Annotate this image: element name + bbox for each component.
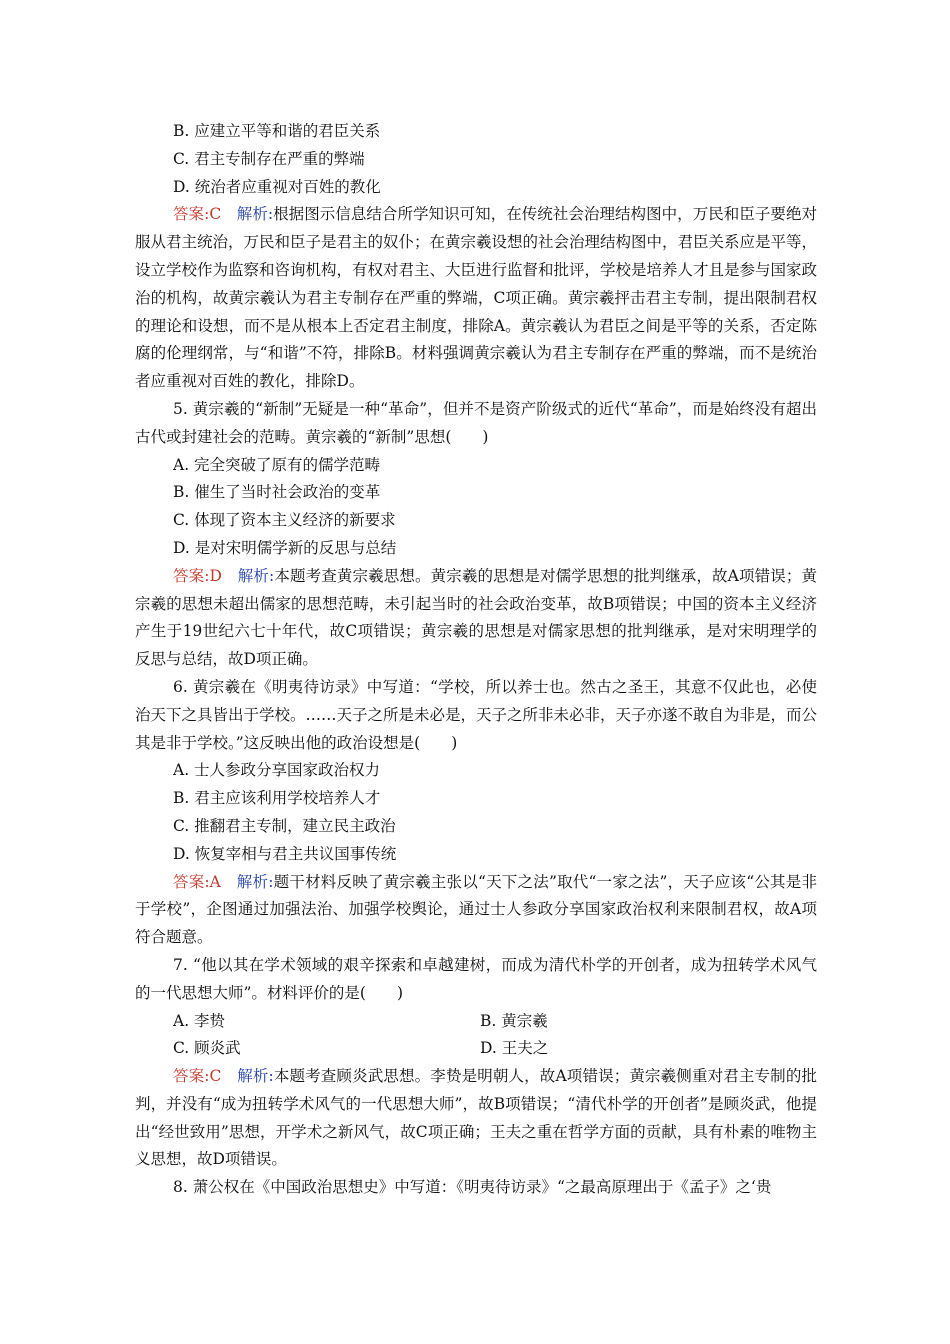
q7-options-row-1 (135, 1008, 817, 1036)
q6-stem: 6. 黄宗羲在《明夷待访录》中写道：“学校，所以养士也。然古之圣王，其意不仅此也，必使治天下之具皆出于学校。……天子之所是未必是，天子之所非未必非，天子亦遂不敢自为非是，而公其是非于学校。”这反映出他的政治设想是( ) (135, 677, 818, 752)
answer-value: C (209, 205, 222, 224)
analysis-label: 解析: (237, 566, 275, 585)
answer-label: 答案: (173, 205, 210, 224)
answer-value: D (209, 566, 222, 585)
q5-answer-block (135, 563, 817, 674)
q5-option-c: C. 体现了资本主义经济的新要求 (173, 511, 396, 530)
analysis-label: 解析: (237, 1067, 274, 1086)
q7-option-a: A. 李贽 (173, 1011, 226, 1030)
q7-option-d: D. 王夫之 (480, 1039, 549, 1058)
q4-option-c: C. 君主专制存在严重的弊端 (173, 149, 365, 168)
document-body (135, 118, 817, 1202)
q5-option-d: D. 是对宋明儒学新的反思与总结 (173, 538, 397, 557)
analysis-label: 解析: (236, 205, 274, 224)
q4-answer-block (135, 201, 817, 396)
q6-answer-block (135, 869, 817, 952)
q7-options-row-2 (135, 1035, 817, 1063)
q5-option-a: A. 完全突破了原有的儒学范畴 (173, 455, 381, 474)
q5-stem: 5. 黄宗羲的“新制”无疑是一种“革命”，但并不是资产阶级式的近代“革命”，而是始终没有超出古代或封建社会的范畴。黄宗羲的“新制”思想( ) (135, 399, 817, 446)
q7-option-c: C. 顾炎武 (173, 1039, 241, 1058)
answer-label: 答案: (173, 872, 210, 891)
analysis-text: 题干材料反映了黄宗羲主张以“天下之法”取代“一家之法”，天子应该“公其是非于学校”，企图通过加强法治、加强学校舆论，通过士人参政分享国家政治权利来限制君权，故A项符合题意。 (135, 872, 817, 947)
analysis-text: 本题考查黄宗羲思想。黄宗羲的思想是对儒学思想的批判继承，故A项错误；黄宗羲的思想未超出儒家的思想范畴，未引起当时的社会政治变革，故B项错误；中国的资本主义经济产生于19世纪六七十年代，故C项错误；黄宗羲的思想是对儒家思想的批判继承，是对宋明理学的反思与总结，故D项正确。 (135, 566, 817, 669)
q8-stem: 8. 萧公权在《中国政治思想史》中写道：《明夷待访录》“之最高原理出于《孟子》之‘贵 (173, 1178, 772, 1197)
analysis-label: 解析: (236, 872, 274, 891)
q7-answer-block (135, 1063, 817, 1174)
q5-option-b: B. 催生了当时社会政治的变革 (173, 483, 381, 502)
answer-value: A (209, 872, 221, 891)
q6-option-a: A. 士人参政分享国家政治权力 (173, 761, 381, 780)
q6-option-c: C. 推翻君主专制，建立民主政治 (173, 816, 396, 835)
analysis-text: 本题考查顾炎武思想。李贽是明朝人，故A项错误；黄宗羲侧重对君主专制的批判，并没有“成为扭转学术风气的一代思想大师”，故B项错误；“清代朴学的开创者”是顾炎武，他提出“经世致用”思想，开学术之新风气，故C项正确；王夫之重在哲学方面的贡献，具有朴素的唯物主义思想，故D项错误。 (135, 1067, 817, 1169)
answer-label: 答案: (173, 1067, 210, 1086)
q7-option-b: B. 黄宗羲 (480, 1011, 548, 1030)
q6-option-b: B. 君主应该利用学校培养人才 (173, 789, 381, 808)
q6-option-d: D. 恢复宰相与君主共议国事传统 (173, 844, 397, 863)
analysis-text: 根据图示信息结合所学知识可知，在传统社会治理结构图中，万民和臣子要绝对服从君主统治，万民和臣子是君主的奴仆；在黄宗羲设想的社会治理结构图中，君臣关系应是平等，设立学校作为监察和咨询机构，有权对君主、大臣进行监督和批评，学校是培养人才且是参与国家政治的机构，故黄宗羲认为君主专制存在严重的弊端，C项正确。黄宗羲抨击君主专制，提出限制君权的理论和设想，而不是从根本上否定君主制度，排除A。黄宗羲认为君臣之间是平等的关系，否定陈腐的伦理纲常，与“和谐”不符，排除B。材料强调黄宗羲认为君主专制存在严重的弊端，而不是统治者应重视对百姓的教化，排除D。 (135, 205, 818, 391)
q7-stem: 7. “他以其在学术领域的艰辛探索和卓越建树，而成为清代朴学的开创者，成为扭转学术风气的一代思想大师”。材料评价的是( ) (135, 955, 817, 1002)
q4-option-d: D. 统治者应重视对百姓的教化 (173, 177, 381, 196)
q4-option-b: B. 应建立平等和谐的君臣关系 (173, 122, 381, 140)
answer-label: 答案: (173, 566, 210, 585)
answer-value: C (209, 1067, 222, 1086)
